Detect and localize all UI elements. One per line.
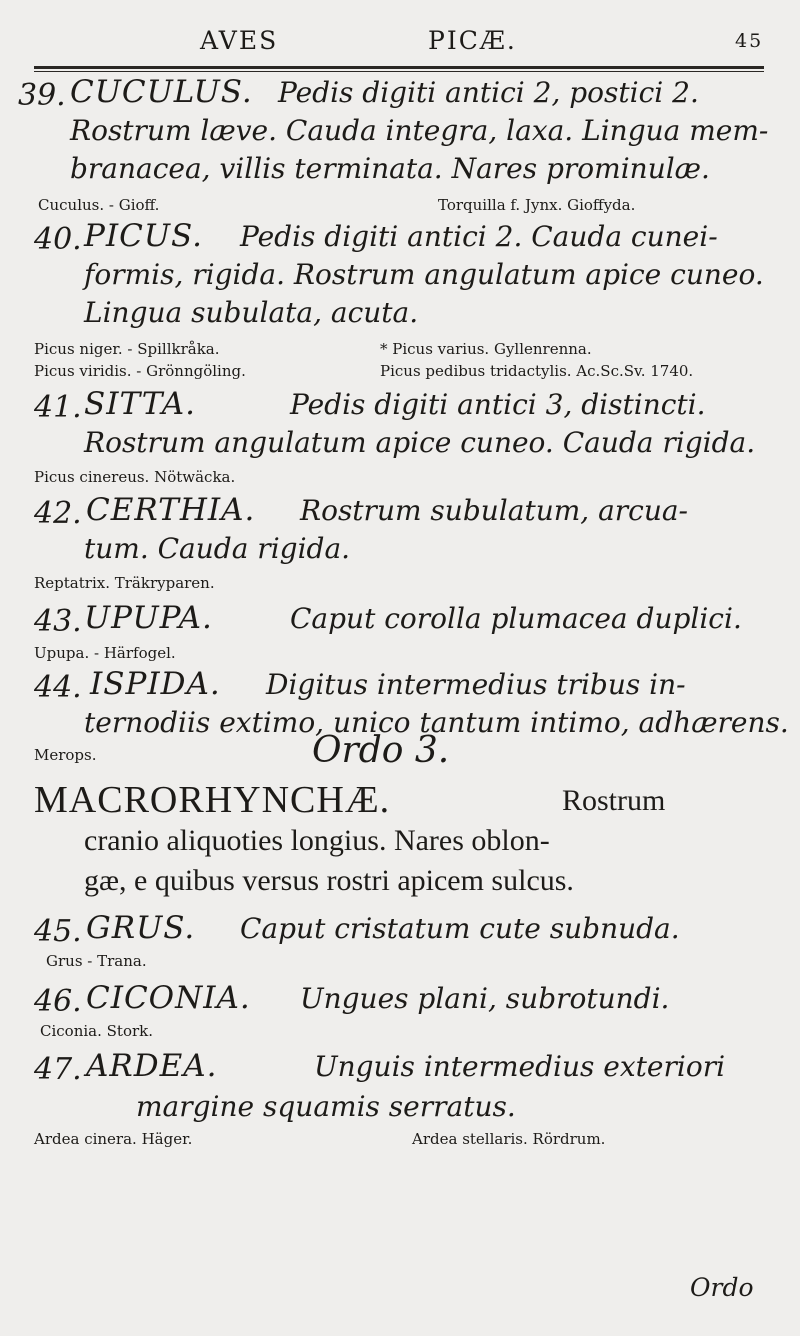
catchword: Ordo: [690, 1273, 754, 1302]
entry-text-line: Ungues plani, subrotundi.: [300, 982, 670, 1015]
entry-text-line: branacea, villis terminata. Nares prominulæ.: [70, 152, 710, 185]
page-number: 45: [735, 30, 764, 52]
order-heading: Ordo 3.: [312, 730, 450, 771]
order-text-line: Rostrum: [562, 784, 666, 817]
synonym-line: Picus viridis. - Grönngöling.: [34, 362, 246, 380]
order-text-line: gæ, e quibus versus rostri apicem sulcus.: [84, 864, 574, 897]
entry-text-line: Caput cristatum cute subnuda.: [240, 912, 680, 945]
synonym-line: Ardea cinera. Häger.: [34, 1130, 193, 1148]
header-rule-thin: [34, 71, 764, 72]
genus-name: CERTHIA.: [86, 492, 256, 528]
synonym-line: Merops.: [34, 746, 97, 764]
synonym-line: Upupa. - Härfogel.: [34, 644, 176, 662]
entry-text-line: ternodiis extimo, unico tantum intimo, adhærens.: [84, 706, 789, 739]
entry-text-line: Rostrum subulatum, arcua-: [300, 494, 689, 527]
running-head-left: AVES: [200, 26, 279, 55]
order-title: MACRORHYNCHÆ.: [34, 779, 391, 821]
running-head: [0, 26, 800, 66]
entry-number: 41.: [34, 390, 82, 425]
genus-name: CICONIA.: [86, 980, 251, 1016]
synonym-line: Picus niger. - Spillkråka.: [34, 340, 220, 358]
entry-number: 40.: [34, 222, 82, 257]
entry-number: 47.: [34, 1052, 82, 1087]
entry-text-line: Pedis digiti antici 2. Cauda cunei-: [240, 220, 718, 253]
entry-text-line: tum. Cauda rigida.: [84, 532, 351, 565]
synonym-line: Ciconia. Stork.: [40, 1022, 154, 1040]
entry-number: 44.: [34, 670, 82, 705]
entry-text-line: Caput corolla plumacea duplici.: [290, 602, 742, 635]
synonym-line: * Picus varius. Gyllenrenna.: [380, 340, 592, 358]
entry-number: 43.: [34, 604, 82, 639]
genus-name: UPUPA.: [84, 600, 213, 636]
header-rule-thick: [34, 66, 764, 69]
genus-name: GRUS.: [86, 910, 196, 946]
entry-text-line: formis, rigida. Rostrum angulatum apice cuneo.: [84, 258, 764, 291]
entry-text-line: Pedis digiti antici 3, distincti.: [290, 388, 706, 421]
entry-text-line: Unguis intermedius exteriori: [314, 1050, 726, 1083]
order-text-line: cranio aliquoties longius. Nares oblon-: [84, 824, 550, 857]
running-head-center: PICÆ.: [428, 26, 517, 55]
entry-text-line: Pedis digiti antici 2, postici 2.: [278, 76, 699, 109]
synonym-line: Picus cinereus. Nötwäcka.: [34, 468, 236, 486]
genus-name: ISPIDA.: [90, 666, 221, 702]
genus-name: CUCULUS.: [70, 74, 253, 110]
synonym-line: Grus - Trana.: [46, 952, 147, 970]
entry-text-line: Rostrum angulatum apice cuneo. Cauda rigida.: [84, 426, 756, 459]
genus-name: SITTA.: [84, 386, 196, 422]
entry-text-line: Digitus intermedius tribus in-: [266, 668, 686, 701]
synonym-line: Reptatrix. Träkryparen.: [34, 574, 215, 592]
genus-name: ARDEA.: [86, 1048, 218, 1084]
entry-number: 39.: [18, 78, 66, 113]
synonym-line: Picus pedibus tridactylis. Ac.Sc.Sv. 1740.: [380, 362, 694, 380]
entry-number: 42.: [34, 496, 82, 531]
synonym-line: Torquilla f. Jynx. Gioffyda.: [438, 196, 636, 214]
entry-text-line: Lingua subulata, acuta.: [84, 296, 419, 329]
synonym-line: Ardea stellaris. Rördrum.: [412, 1130, 606, 1148]
entry-text-line: Rostrum læve. Cauda integra, laxa. Lingua mem-: [70, 114, 769, 147]
entry-text-line: margine squamis serratus.: [136, 1090, 516, 1123]
entry-number: 45.: [34, 914, 82, 949]
genus-name: PICUS.: [84, 218, 203, 254]
synonym-line: Cuculus. - Gioff.: [38, 196, 160, 214]
entry-number: 46.: [34, 984, 82, 1019]
